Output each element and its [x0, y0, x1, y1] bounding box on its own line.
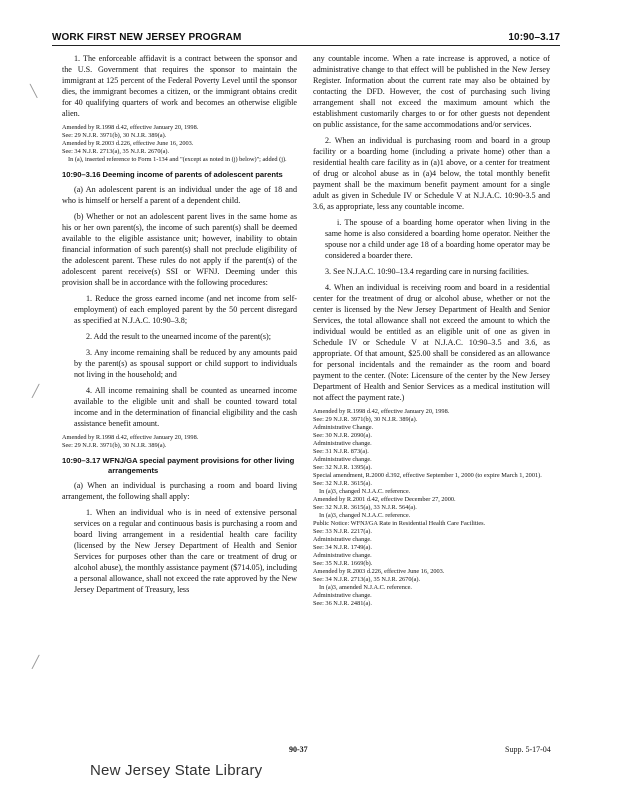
paragraph: any countable income. When a rate increase is approved, a notice of administrative change to that effect will be published in the New Jersey Register. Information about the current rate may also be obtained by contacting the DFD. However, the cost of purchasing such living arrangement shall not exceed the maximum amount which the establishment customarily charges to or for other guests not dependent on public assistance, for the same accommodations and/or services. [313, 54, 550, 129]
page-number: 90-37 [289, 745, 308, 754]
header-title: WORK FIRST NEW JERSEY PROGRAM [52, 32, 242, 43]
paragraph: (a) When an individual is purchasing a room and board living arrangement, the following shall apply: [62, 481, 297, 501]
history-line: Administrative change. [313, 552, 372, 559]
history-line: See: 29 N.J.R. 3971(b), 30 N.J.R. 389(a). [62, 132, 167, 139]
history-line: Amended by R.2003 d.226, effective June 16, 2003. [313, 568, 445, 575]
list-item: 2. When an individual is purchasing room and board in a group facility or a boarding home (including a private home) other than a residential health care facility as in (a)1 above, or a center for treatment of drug or alcohol abuse as in (a)4 below, the total monthly benefit payment shall be the maximum benefit payment amount for a single adult as given in Schedule IV or Schedule V at N.J.A.C. 10:90-3.5 and 3.6, as appropriate, less any countable income. [313, 136, 550, 211]
scan-mark-icon: ╱ [32, 384, 40, 398]
history-line: See: 36 N.J.R. 2481(a). [313, 600, 372, 607]
history-line: In (a), inserted reference to Form 1-134 and "(except as noted in (j) below)"; added (j). [68, 156, 287, 163]
history-line: Administrative change. [313, 440, 372, 447]
left-column [62, 53, 297, 600]
history-line: See: 33 N.J.R. 2217(a). [313, 528, 372, 535]
history-line: See: 30 N.J.R. 2090(a). [313, 432, 372, 439]
section-heading: 10:90–3.17 WFNJ/GA special payment provisions for other living arrangements [62, 456, 295, 475]
history-line: See: 34 N.J.R. 2713(a), 35 N.J.R. 2670(a). [62, 148, 170, 155]
paragraph: 1. The enforceable affidavit is a contract between the sponsor and the U.S. Government that requires the sponsor to maintain the immigrant at 125 percent of the Federal Poverty Level until the sponsor dies, the immigrant becomes a citizen, or the immigrant obtains credit for 40 qualifying quarters of work and becomes an otherwise eligible alien. [62, 54, 297, 118]
list-item: 4. When an individual is receiving room and board in a residential center for the treatment of drug or alcohol abuse, whether or not the center is licensed by the New Jersey Department of Health and Senior Services, the total allowance shall not exceed the amount to which the individual would be entitled as an eligible unit of one as given in Schedule IV or Schedule V at N.J.A.C. 10:90–3.5 and 3.6, as appropriate. Of that amount, $25.00 shall be considered as an allowance for personal incidentals and the remainder as the room and board payment to the center. (Note: Licensure of the center by the New Jersey Department of Health and Senior Services as a medical institution will not affect the payment rate.) [313, 283, 550, 402]
history-line: In (a)3, changed N.J.A.C. reference. [319, 512, 411, 519]
history-line: See: 29 N.J.R. 3971(b), 30 N.J.R. 389(a). [313, 416, 418, 423]
list-item: 2. Add the result to the unearned income of the parent(s); [86, 332, 271, 341]
history-line: Amended by R.2001 d.42, effective December 27, 2000. [313, 496, 456, 503]
history-line: See: 34 N.J.R. 2713(a), 35 N.J.R. 2670(a). [313, 576, 421, 583]
history-line: Administrative Change. [313, 424, 374, 431]
history-line: See: 32 N.J.R. 3615(a). [313, 480, 372, 487]
supplement-date: Supp. 5-17-04 [505, 745, 551, 754]
list-item: 3. See N.J.A.C. 10:90–13.4 regarding care in nursing facilities. [325, 267, 529, 276]
section-heading: 10:90–3.16 Deeming income of parents of adolescent parents [62, 170, 283, 179]
scan-mark-icon: ╱ [32, 655, 40, 669]
history-line: See: 31 N.J.R. 873(a). [313, 448, 369, 455]
history-line: See: 35 N.J.R. 1669(b). [313, 560, 373, 567]
history-line: Amended by R.1998 d.42, effective January 20, 1998. [62, 124, 199, 131]
history-line: Amended by R.1998 d.42, effective January 20, 1998. [313, 408, 450, 415]
history-line: See: 32 N.J.R. 3615(a), 33 N.J.R. 564(a). [313, 504, 417, 511]
history-line: See: 34 N.J.R. 1749(a). [313, 544, 372, 551]
list-item: 4. All income remaining shall be counted as unearned income available to the eligible unit and shall be counted toward total income and in the determination of financial eligibility and the cash assistance benefit amount. [74, 386, 297, 428]
header-rule [52, 45, 560, 46]
list-item: 3. Any income remaining shall be reduced by any amounts paid by the parent(s) as spousal support or child support to individuals not living in the household; and [74, 348, 297, 379]
list-item: 1. When an individual who is in need of extensive personal services on a regular and continuous basis is purchasing a room and board living arrangement in a residential health care facility (licensed by the New Jersey Department of Health and Senior Services for purposes other than the care or treatment of drug or alcohol abuse), the monthly assistance payment ($714.05), including a personal allowance, shall not exceed the rate approved by the New Jersey Department of Treasury, less [74, 508, 297, 594]
history-line: Administrative change. [313, 536, 372, 543]
scan-mark-icon: ╲ [30, 84, 38, 98]
history-line: Amended by R.1998 d.42, effective January 20, 1998. [62, 434, 199, 441]
header-section: 10:90–3.17 [508, 32, 560, 43]
history-line: Administrative change. [313, 592, 372, 599]
library-watermark: New Jersey State Library [90, 762, 263, 779]
history-line: Public Notice: WFNJ/GA Rate in Residential Health Care Facilities. [313, 520, 486, 527]
history-note [62, 434, 297, 450]
right-column [313, 53, 550, 614]
history-note [313, 408, 550, 608]
list-item: i. The spouse of a boarding home operator when living in the same home is also considered a boarding home operator. Neither the spouse nor a child under age 18 of a boarding home operator may be considered a boarder there. [325, 218, 550, 260]
history-line: See: 32 N.J.R. 1395(a). [313, 464, 372, 471]
history-line: In (a)3, changed N.J.A.C. reference. [319, 488, 411, 495]
history-line: Administrative change. [313, 456, 372, 463]
history-line: See: 29 N.J.R. 3971(b), 30 N.J.R. 389(a). [62, 442, 167, 449]
history-note [62, 124, 297, 164]
paragraph: (b) Whether or not an adolescent parent lives in the same home as his or her own parent(s), the income of such parent(s) shall be deemed available to the eligible assistance unit; however, inability to obtain financial information of such parent(s) shall not preclude eligibility of the adolescent parent. These rules do not apply if the parent(s) of the adolescent parent receive(s) SSI or WFNJ. Deeming under this provision shall be in accordance with the following procedures: [62, 212, 297, 287]
paragraph: (a) An adolescent parent is an individual under the age of 18 and who is himself or herself a parent of a dependent child. [62, 185, 297, 205]
history-line: In (a)3, amended N.J.A.C. reference. [319, 584, 413, 591]
history-line: Amended by R.2003 d.226, effective June 16, 2003. [62, 140, 194, 147]
running-header [52, 30, 560, 46]
history-line: Special amendment, R.2000 d.392, effective September 1, 2000 (to expire March 1, 2001). [313, 472, 542, 479]
list-item: 1. Reduce the gross earned income (and net income from self-employment) of each employed parent by the 50 percent disregard as specified at N.J.A.C. 10:90–3.8; [74, 294, 297, 325]
